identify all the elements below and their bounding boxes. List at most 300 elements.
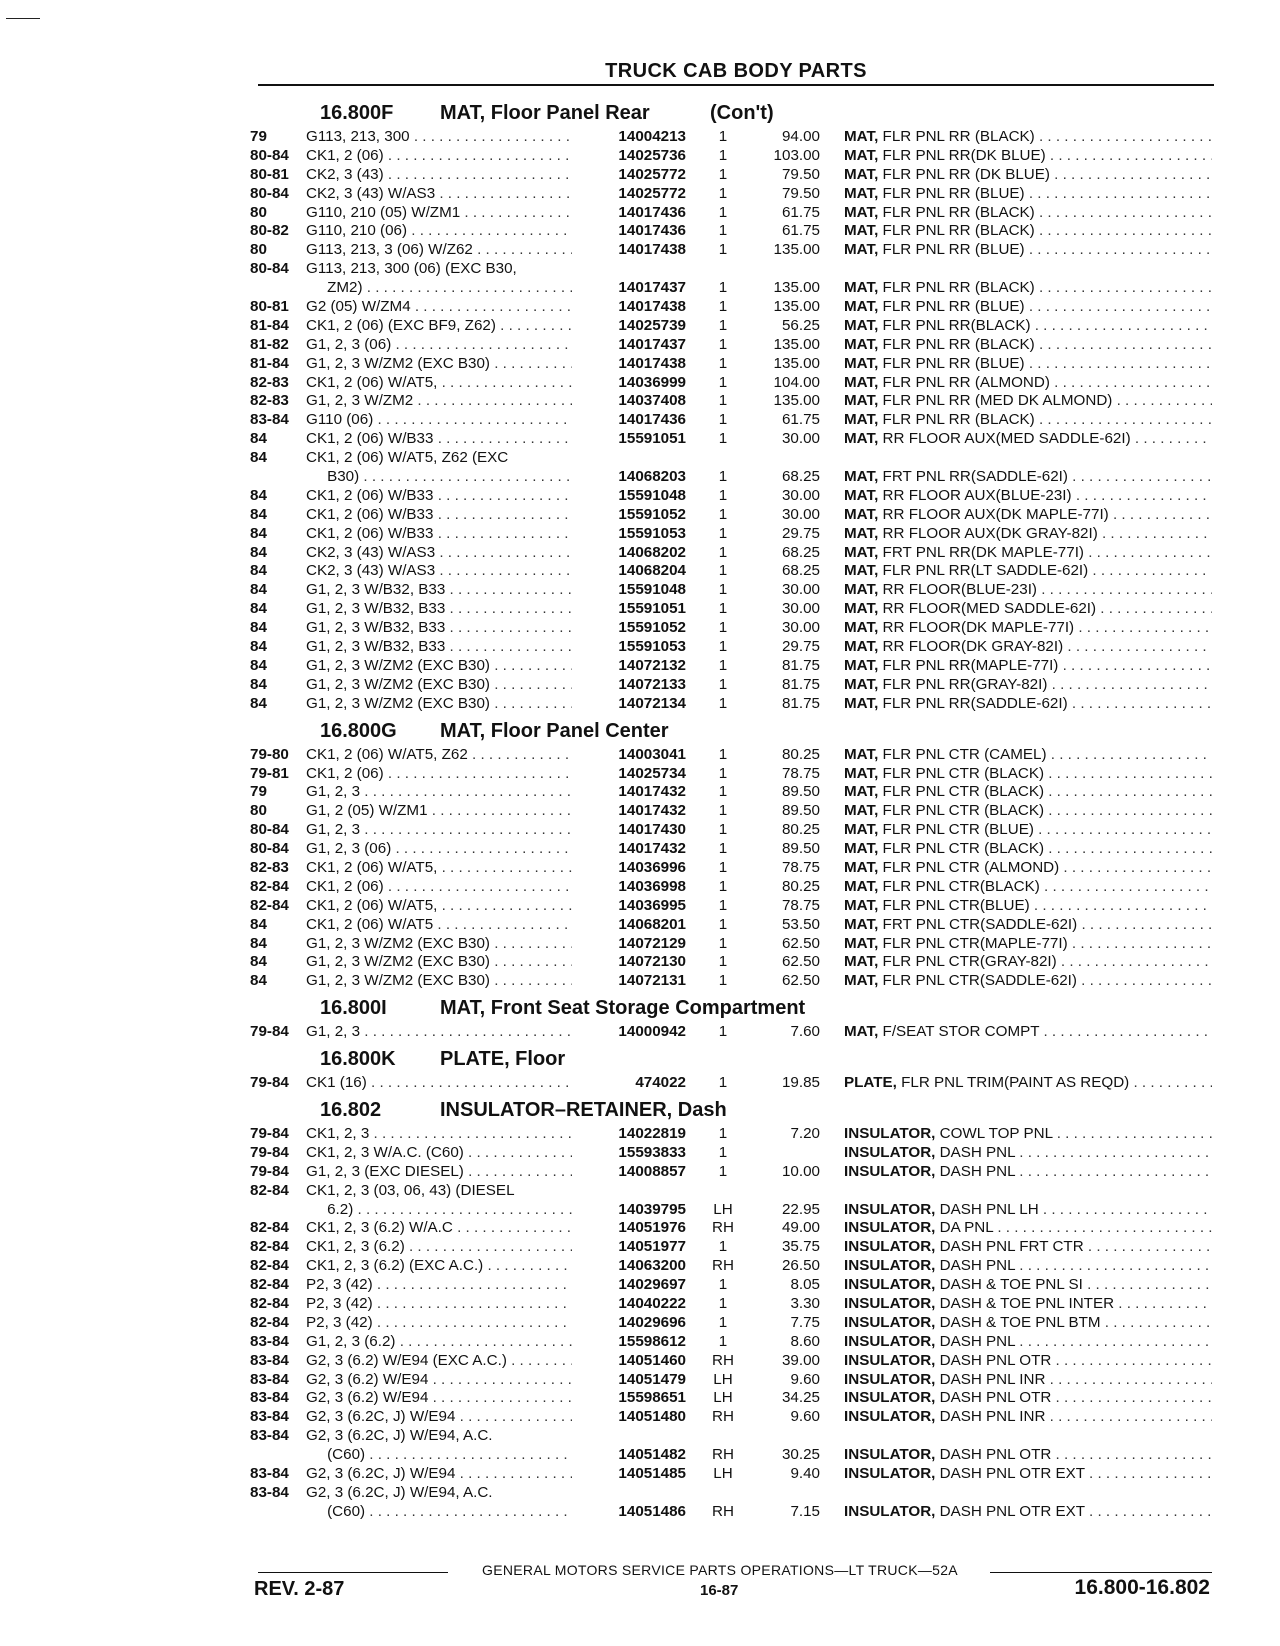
- model-years: 83-84: [250, 411, 289, 429]
- application: G1, 2, 3 . . .: [306, 783, 572, 802]
- application: G1, 2, 3 W/ZM2 (EXC B30) . . .: [306, 676, 572, 695]
- quantity: 1: [718, 858, 728, 876]
- page-title: TRUCK CAB BODY PARTS: [605, 60, 867, 82]
- part-number: 14004213: [618, 128, 686, 145]
- model-years: 80-81: [250, 165, 289, 183]
- application: G113, 213, 300 . . .: [306, 128, 572, 147]
- quantity: 1: [718, 128, 728, 145]
- part-detail: COWL TOP PNL: [939, 1124, 1053, 1142]
- parts-row: [250, 562, 1212, 581]
- model-years: 79-84: [250, 1124, 289, 1142]
- part-number: 14068201: [618, 915, 686, 933]
- description: [844, 128, 1212, 147]
- parts-row: [250, 1446, 1212, 1465]
- part-number: 14025734: [618, 764, 686, 782]
- description: [844, 802, 1212, 821]
- description: [844, 317, 1212, 336]
- part-name: MAT,: [844, 953, 879, 971]
- price: 81.75: [781, 675, 820, 693]
- application: CK1, 2 (06) W/B33 . . .: [306, 487, 572, 506]
- model-years: 82-84: [250, 1294, 289, 1312]
- model-years: 80: [250, 802, 267, 820]
- parts-row: [250, 279, 1212, 298]
- price: 30.00: [781, 619, 820, 637]
- part-number: 15591053: [618, 638, 686, 656]
- parts-listing: [250, 96, 1212, 1522]
- description: [844, 897, 1212, 916]
- price: 78.75: [781, 764, 820, 782]
- description: [844, 506, 1212, 525]
- price: 8.05: [790, 1276, 820, 1294]
- model-years: 84: [250, 619, 267, 637]
- quantity: 1: [718, 745, 728, 763]
- model-years: 79: [250, 783, 267, 801]
- part-number: 14072130: [618, 953, 686, 971]
- quantity: 1: [718, 411, 728, 429]
- price: 94.00: [781, 128, 820, 145]
- part-name: MAT,: [844, 600, 879, 618]
- quantity: 1: [718, 1294, 728, 1312]
- description: [844, 1295, 1212, 1314]
- part-number: 14017438: [618, 241, 686, 259]
- application: CK1, 2, 3 (03, 06, 43) (DIESEL: [306, 1181, 515, 1199]
- part-detail: FLR PNL TRIM(PAINT AS REQD): [901, 1074, 1130, 1092]
- part-detail: FLR PNL CTR(BLUE): [882, 896, 1030, 914]
- parts-row: [250, 1352, 1212, 1371]
- application: CK1, 2 (06) W/B33 . . .: [306, 506, 572, 525]
- application: CK1, 2 (06) W/AT5, Z62 . . .: [306, 746, 572, 765]
- model-years: 82-84: [250, 1276, 289, 1294]
- description: [844, 1446, 1212, 1465]
- application: CK1, 2 (06) W/AT5, . . .: [306, 859, 572, 878]
- price: 78.75: [781, 858, 820, 876]
- part-name: MAT,: [844, 298, 879, 316]
- model-years: 82-84: [250, 1181, 289, 1199]
- part-detail: FLR PNL RR (MED DK ALMOND): [882, 392, 1113, 410]
- price: 61.75: [781, 203, 820, 221]
- model-years: 83-84: [250, 1351, 289, 1369]
- quantity: RH: [712, 1408, 734, 1426]
- description: [844, 1276, 1212, 1295]
- parts-row: [250, 544, 1212, 563]
- application: G1, 2, 3 W/ZM2 (EXC B30) . . .: [306, 355, 572, 374]
- part-number: 14037408: [618, 392, 686, 410]
- section-code: 16.800K: [320, 1048, 396, 1071]
- description: [844, 695, 1212, 714]
- model-years: 84: [250, 449, 267, 467]
- part-number: 14025772: [618, 184, 686, 202]
- quantity: 1: [718, 972, 728, 990]
- section-continued: (Con't): [710, 102, 774, 124]
- part-number: 14072129: [618, 934, 686, 952]
- price: 81.75: [781, 656, 820, 674]
- part-name: INSULATOR,: [844, 1294, 936, 1312]
- part-name: MAT,: [844, 972, 879, 990]
- part-name: INSULATOR,: [844, 1332, 936, 1350]
- quantity: 1: [718, 222, 728, 240]
- part-detail: FLR PNL CTR (BLACK): [882, 802, 1045, 820]
- description: [844, 1219, 1212, 1238]
- parts-row: [250, 147, 1212, 166]
- price: 62.50: [781, 953, 820, 971]
- part-name: MAT,: [844, 279, 879, 297]
- part-detail: FLR PNL RR (BLACK): [882, 411, 1035, 429]
- part-number: 14017436: [618, 203, 686, 221]
- part-detail: FLR PNL RR(GRAY-82I): [882, 675, 1048, 693]
- price: 79.50: [781, 184, 820, 202]
- part-number: 14051977: [618, 1238, 686, 1256]
- description: [844, 1371, 1212, 1390]
- description: [844, 166, 1212, 185]
- quantity: 1: [718, 1238, 728, 1256]
- description: [844, 1125, 1212, 1144]
- application: G110 (06) . . .: [306, 411, 572, 430]
- section-heading: [250, 1044, 1212, 1074]
- application: CK1, 2, 3 (6.2) W/A.C . . .: [306, 1219, 572, 1238]
- part-detail: RR FLOOR(BLUE-23I): [882, 581, 1037, 599]
- parts-row: [250, 128, 1212, 147]
- application: CK1, 2 (06) . . .: [306, 878, 572, 897]
- parts-row: [250, 916, 1212, 935]
- model-years: 83-84: [250, 1483, 289, 1501]
- price: 135.00: [773, 241, 820, 259]
- application: G1, 2, 3 W/B32, B33 . . .: [306, 600, 572, 619]
- part-detail: FLR PNL RR (BLACK): [882, 279, 1035, 297]
- part-name: MAT,: [844, 915, 879, 933]
- quantity: 1: [718, 953, 728, 971]
- part-number: 15591052: [618, 505, 686, 523]
- quantity: 1: [718, 184, 728, 202]
- section-title: INSULATOR–RETAINER, Dash: [440, 1098, 727, 1121]
- quantity: 1: [718, 896, 728, 914]
- description: [844, 355, 1212, 374]
- price: 79.50: [781, 165, 820, 183]
- quantity: 1: [718, 915, 728, 933]
- quantity: 1: [718, 468, 728, 486]
- description: [844, 147, 1212, 166]
- section-heading: [250, 716, 1212, 746]
- parts-row: [250, 185, 1212, 204]
- model-years: 79-84: [250, 1143, 289, 1161]
- parts-row: [250, 1503, 1212, 1522]
- part-detail: DASH PNL: [939, 1257, 1016, 1275]
- section-code: 16.800F: [320, 102, 394, 124]
- part-detail: FLR PNL RR (DK BLUE): [882, 165, 1050, 183]
- parts-row: [250, 430, 1212, 449]
- price: 135.00: [773, 354, 820, 372]
- part-name: PLATE,: [844, 1074, 897, 1092]
- price: 135.00: [773, 335, 820, 353]
- application: CK1, 2 (06) W/AT5 . . .: [306, 916, 572, 935]
- part-name: INSULATOR,: [844, 1408, 936, 1426]
- model-years: 84: [250, 934, 267, 952]
- part-number: 15591051: [618, 600, 686, 618]
- section-code: 16.800I: [320, 997, 387, 1020]
- part-name: MAT,: [844, 877, 879, 895]
- parts-row: [250, 840, 1212, 859]
- parts-row: [250, 765, 1212, 784]
- model-years: 80-84: [250, 260, 289, 278]
- description: [844, 411, 1212, 430]
- parts-row: [250, 317, 1212, 336]
- application: ZM2) . . .: [306, 279, 572, 298]
- part-number: 14017436: [618, 222, 686, 240]
- parts-row: [250, 638, 1212, 657]
- part-detail: FLR PNL RR (BLUE): [882, 298, 1025, 316]
- part-detail: FLR PNL CTR(SADDLE-62I): [882, 972, 1077, 990]
- application: CK1 (16) . . .: [306, 1074, 572, 1093]
- part-detail: FLR PNL CTR (ALMOND): [882, 858, 1060, 876]
- application: CK2, 3 (43) W/AS3 . . .: [306, 544, 572, 563]
- model-years: 84: [250, 656, 267, 674]
- quantity: 1: [718, 783, 728, 801]
- price: 19.85: [781, 1074, 820, 1092]
- parts-row: [250, 802, 1212, 821]
- parts-row: [250, 972, 1212, 991]
- price: 81.75: [781, 694, 820, 712]
- model-years: 80-84: [250, 840, 289, 858]
- model-years: 84: [250, 675, 267, 693]
- parts-row: [250, 1295, 1212, 1314]
- description: [844, 392, 1212, 411]
- part-name: MAT,: [844, 656, 879, 674]
- part-detail: DASH PNL OTR EXT: [939, 1502, 1085, 1520]
- parts-row: [250, 1074, 1212, 1093]
- part-number: 15591051: [618, 430, 686, 448]
- part-number: 14040222: [618, 1294, 686, 1312]
- price: 80.25: [781, 821, 820, 839]
- part-name: MAT,: [844, 411, 879, 429]
- parts-row: [250, 821, 1212, 840]
- part-name: MAT,: [844, 694, 879, 712]
- price: 68.25: [781, 468, 820, 486]
- description: [844, 638, 1212, 657]
- description: [844, 953, 1212, 972]
- part-name: MAT,: [844, 203, 879, 221]
- part-number: 14017432: [618, 783, 686, 801]
- price: 68.25: [781, 562, 820, 580]
- description: [844, 1333, 1212, 1352]
- part-number: 14017432: [618, 840, 686, 858]
- part-detail: RR FLOOR AUX(BLUE-23I): [882, 486, 1072, 504]
- part-name: MAT,: [844, 783, 879, 801]
- application: G113, 213, 3 (06) W/Z62 . . .: [306, 241, 572, 260]
- parts-row: [250, 1389, 1212, 1408]
- part-detail: DASH PNL: [939, 1332, 1016, 1350]
- part-number: 14036996: [618, 858, 686, 876]
- price: 34.25: [781, 1389, 820, 1407]
- application: CK1, 2, 3 . . .: [306, 1125, 572, 1144]
- application: G1, 2, 3 (6.2) . . .: [306, 1333, 572, 1352]
- model-years: 81-84: [250, 316, 289, 334]
- description: [844, 487, 1212, 506]
- price: 61.75: [781, 222, 820, 240]
- part-number: 14017430: [618, 821, 686, 839]
- part-detail: DASH & TOE PNL INTER: [939, 1294, 1115, 1312]
- part-name: INSULATOR,: [844, 1162, 936, 1180]
- part-detail: DASH PNL OTR: [939, 1446, 1052, 1464]
- model-years: 84: [250, 524, 267, 542]
- part-detail: DA PNL: [939, 1219, 994, 1237]
- part-detail: RR FLOOR(DK GRAY-82I): [882, 638, 1064, 656]
- description: [844, 204, 1212, 223]
- parts-row: [250, 1163, 1212, 1182]
- part-number: 14051480: [618, 1408, 686, 1426]
- parts-row: [250, 859, 1212, 878]
- quantity: 1: [718, 298, 728, 316]
- part-detail: FLR PNL CTR(GRAY-82I): [882, 953, 1057, 971]
- application: G1, 2, 3 W/ZM2 (EXC B30) . . .: [306, 657, 572, 676]
- parts-row: [250, 1201, 1212, 1220]
- part-name: MAT,: [844, 392, 879, 410]
- part-name: MAT,: [844, 675, 879, 693]
- description: [844, 581, 1212, 600]
- part-number: 14000942: [618, 1023, 686, 1041]
- price: 61.75: [781, 411, 820, 429]
- parts-row: [250, 336, 1212, 355]
- part-number: 14051482: [618, 1446, 686, 1464]
- part-detail: DASH PNL FRT CTR: [939, 1238, 1084, 1256]
- parts-row: [250, 260, 1212, 279]
- parts-row: [250, 1333, 1212, 1352]
- part-name: MAT,: [844, 562, 879, 580]
- description: [844, 1352, 1212, 1371]
- parts-row: [250, 935, 1212, 954]
- quantity: 1: [718, 802, 728, 820]
- description: [844, 336, 1212, 355]
- application: G1, 2, 3 . . .: [306, 1023, 572, 1042]
- quantity: 1: [718, 524, 728, 542]
- part-number: 14022819: [618, 1124, 686, 1142]
- revision-label: REV. 2-87: [254, 1578, 345, 1600]
- price: 9.60: [790, 1370, 820, 1388]
- part-detail: FLR PNL RR(MAPLE-77I): [882, 656, 1059, 674]
- parts-row: [250, 897, 1212, 916]
- part-detail: FLR PNL RR (BLACK): [882, 203, 1035, 221]
- price: 3.30: [790, 1294, 820, 1312]
- part-number: 14072133: [618, 675, 686, 693]
- application: G1, 2, 3 (EXC DIESEL) . . .: [306, 1163, 572, 1182]
- application: G1, 2, 3 W/ZM2 (EXC B30) . . .: [306, 695, 572, 714]
- section-heading: [250, 993, 1212, 1023]
- model-years: 82-83: [250, 858, 289, 876]
- price: 80.25: [781, 745, 820, 763]
- description: [844, 222, 1212, 241]
- part-name: MAT,: [844, 486, 879, 504]
- price: 78.75: [781, 896, 820, 914]
- description: [844, 1257, 1212, 1276]
- application: G1, 2, 3 . . .: [306, 821, 572, 840]
- part-number: 14072131: [618, 972, 686, 990]
- parts-row: [250, 1484, 1212, 1503]
- application: CK1, 2, 3 W/A.C. (C60) . . .: [306, 1144, 572, 1163]
- quantity: 1: [718, 675, 728, 693]
- description: [844, 279, 1212, 298]
- model-years: 84: [250, 562, 267, 580]
- description: [844, 1144, 1212, 1163]
- parts-row: [250, 1465, 1212, 1484]
- part-number: 15593833: [618, 1143, 686, 1161]
- parts-row: [250, 1371, 1212, 1390]
- description: [844, 878, 1212, 897]
- model-years: 84: [250, 600, 267, 618]
- part-detail: RR FLOOR(DK MAPLE-77I): [882, 619, 1075, 637]
- quantity: 1: [718, 1023, 728, 1041]
- quantity: 1: [718, 1143, 728, 1161]
- application: CK1, 2 (06) W/AT5, Z62 (EXC: [306, 449, 509, 467]
- price: 135.00: [773, 298, 820, 316]
- price: 30.00: [781, 600, 820, 618]
- model-years: 79-84: [250, 1074, 289, 1092]
- part-name: MAT,: [844, 184, 879, 202]
- parts-row: [250, 468, 1212, 487]
- model-years: 82-83: [250, 373, 289, 391]
- part-name: INSULATOR,: [844, 1219, 936, 1237]
- part-detail: DASH PNL OTR: [939, 1351, 1052, 1369]
- part-number: 14063200: [618, 1257, 686, 1275]
- section-heading: [250, 1095, 1212, 1125]
- model-years: 82-84: [250, 896, 289, 914]
- part-number: 14039795: [618, 1200, 686, 1218]
- parts-row: [250, 449, 1212, 468]
- description: [844, 430, 1212, 449]
- application: CK1, 2 (06) W/B33 . . .: [306, 525, 572, 544]
- application: G2, 3 (6.2) W/E94 . . .: [306, 1371, 572, 1390]
- part-name: INSULATOR,: [844, 1446, 936, 1464]
- description: [844, 241, 1212, 260]
- part-detail: FLR PNL CTR(BLACK): [882, 877, 1040, 895]
- part-name: INSULATOR,: [844, 1502, 936, 1520]
- part-number: 14072132: [618, 656, 686, 674]
- section-title: MAT, Floor Panel Rear: [440, 102, 650, 124]
- part-detail: FRT PNL RR(DK MAPLE-77I): [882, 543, 1084, 561]
- part-detail: F/SEAT STOR COMPT: [882, 1023, 1040, 1041]
- part-detail: DASH PNL INR: [939, 1408, 1046, 1426]
- quantity: 1: [718, 430, 728, 448]
- part-name: MAT,: [844, 430, 879, 448]
- application: G1, 2, 3 (06) . . .: [306, 336, 572, 355]
- quantity: 1: [718, 1332, 728, 1350]
- application: G1, 2, 3 W/ZM2 . . .: [306, 392, 572, 411]
- part-name: MAT,: [844, 934, 879, 952]
- description: [844, 935, 1212, 954]
- model-years: 79-84: [250, 1162, 289, 1180]
- quantity: LH: [713, 1465, 733, 1482]
- description: [844, 657, 1212, 676]
- application: 6.2) . . .: [306, 1201, 572, 1220]
- model-years: 84: [250, 486, 267, 504]
- application: G2, 3 (6.2C, J) W/E94 . . .: [306, 1465, 572, 1484]
- parts-row: [250, 392, 1212, 411]
- part-number: 14029697: [618, 1276, 686, 1294]
- footer-rule-right: [990, 1572, 1212, 1573]
- part-name: MAT,: [844, 222, 879, 240]
- part-name: MAT,: [844, 745, 879, 763]
- model-years: 81-84: [250, 354, 289, 372]
- application: CK1, 2 (06) . . .: [306, 765, 572, 784]
- part-detail: FRT PNL CTR(SADDLE-62I): [882, 915, 1078, 933]
- application: G1, 2, 3 W/ZM2 (EXC B30) . . .: [306, 935, 572, 954]
- application: G1, 2, 3 W/ZM2 (EXC B30) . . .: [306, 972, 572, 991]
- part-name: MAT,: [844, 802, 879, 820]
- description: [844, 544, 1212, 563]
- quantity: RH: [712, 1446, 734, 1464]
- parts-row: [250, 241, 1212, 260]
- description: [844, 1389, 1212, 1408]
- quantity: 1: [718, 581, 728, 599]
- quantity: 1: [718, 1313, 728, 1331]
- parts-row: [250, 878, 1212, 897]
